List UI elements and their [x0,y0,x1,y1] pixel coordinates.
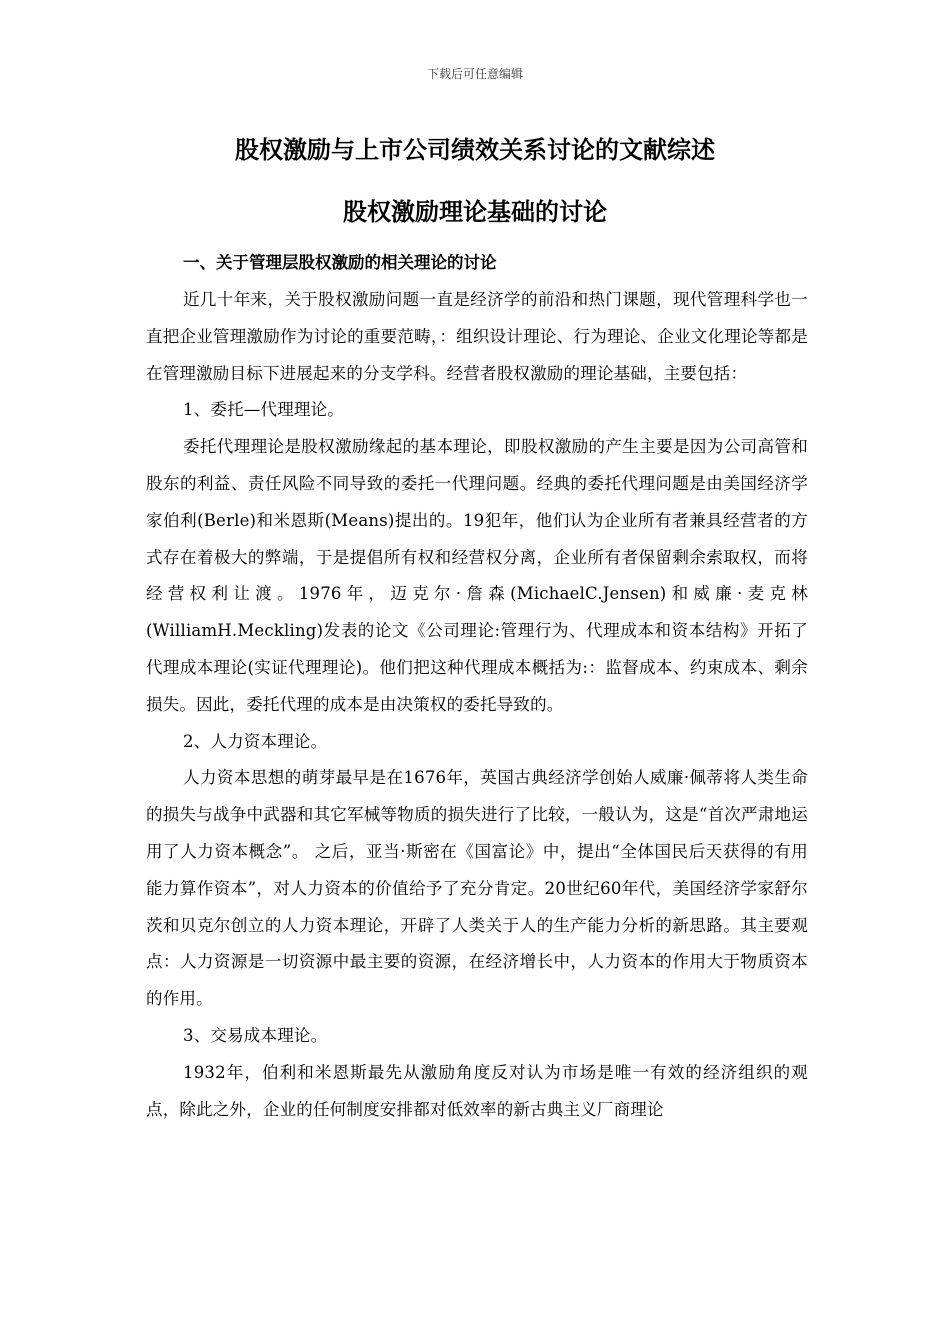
paragraph-human-capital: 人力资本思想的萌芽最早是在1676年，英国古典经济学创始人威廉·佩蒂将人类生命的损失与战争中武器和其它军械等物质的损失进行了比较，一般认为，这是“首次严肃地运用了人力资本概念”。 之后，亚当·斯密在《国富论》中，提出“全体国民后天获得的有用能力算作资本”，对人力资本的价值给予了充分肯定。20世纪60年代，美国经济学家舒尔茨和贝克尔创立的人力资本理论，开辟了人类关于人的生产能力分析的新思路。其主要观点：人力资源是一切资源中最主要的资源，在经济增长中，人力资本的作用大于物质资本的作用。 [146,768,808,1009]
paragraph-principal-agent: 委托代理理论是股权激励缘起的基本理论，即股权激励的产生主要是因为公司高管和股东的利益、责任风险不同导致的委托一代理问题。经典的委托代理问题是由美国经济学家伯利(Berle)和米恩斯(Means)提出的。19犯年，他们认为企业所有者兼具经营者的方式存在着极大的弊端，于是提倡所有权和经营权分离，企业所有者保留剩余索取权，而将经营权利让渡。1976年，迈克尔·詹森(MichaelC.Jensen)和威廉·麦克林 (WilliamH.Meckling)发表的论文《公司理论:管理行为、代理成本和资本结构》开拓了代理成本理论(实证代理理论)。他们把这种代理成本概括为:：监督成本、约束成本、剩余损失。因此，委托代理的成本是由决策权的委托导致的。 [146,437,808,714]
body-text [146,282,808,1128]
document-subtitle: 股权激励理论基础的讨论 [343,198,607,226]
list-item-transaction-cost-theory: 3、交易成本理论。 [183,1025,328,1045]
section-heading: 一、关于管理层股权激励的相关理论的讨论 [183,253,497,272]
list-item-principal-agent-theory: 1、委托—代理理论。 [183,400,344,420]
page-header-note: 下载后可任意编辑 [426,67,523,81]
document-title: 股权激励与上市公司绩效关系讨论的文献综述 [235,136,715,164]
paragraph-intro: 近几十年来，关于股权激励问题一直是经济学的前沿和热门课题，现代管理科学也一直把企业管理激励作为讨论的重要范畴，：组织设计理论、行为理论、企业文化理论等都是在管理激励目标下进展起来的分支学科。经营者股权激励的理论基础，主要包括： [146,290,808,383]
list-item-human-capital-theory: 2、人力资本理论。 [183,731,328,751]
paragraph-transaction-cost: 1932年，伯利和米恩斯最先从激励角度反对认为市场是唯一有效的经济组织的观点，除此之外，企业的任何制度安排都对低效率的新古典主义厂商理论 [146,1062,808,1119]
